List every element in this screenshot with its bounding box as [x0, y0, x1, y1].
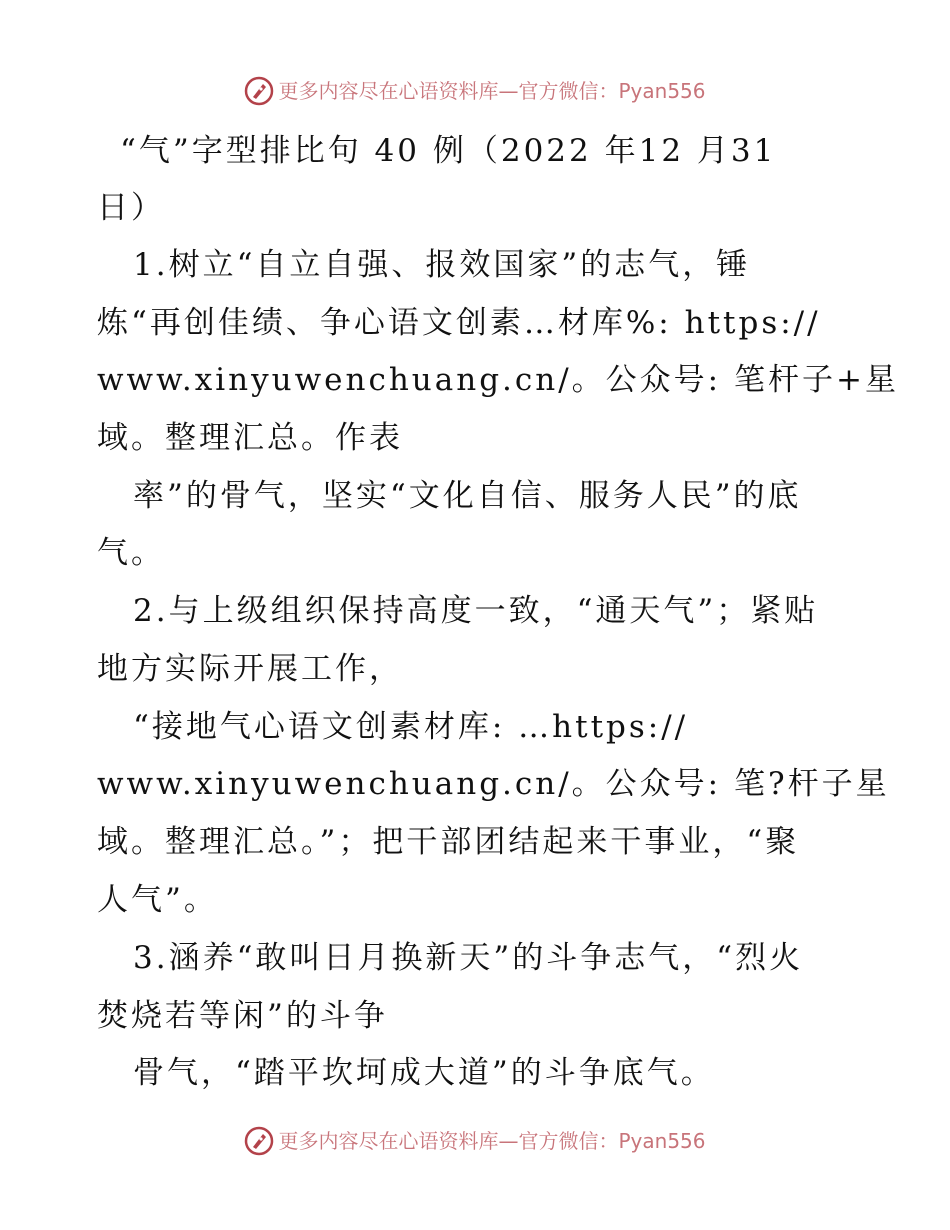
paragraph-1-line-5: 率”的骨气，坚实“文化自信、服务人民”的底 — [133, 478, 802, 514]
paragraph-1-line-3: www.xinyuwenchuang.cn/。公众号: 笔杆子+星 — [97, 362, 899, 398]
document-title-line-2: 日） — [97, 190, 165, 226]
header-watermark — [0, 76, 950, 106]
paragraph-2-line-6: 人气”。 — [97, 882, 218, 918]
watermark-text: 更多内容尽在心语资料库—官方微信： — [278, 79, 619, 103]
paragraph-1-line-6: 气。 — [97, 535, 165, 571]
document-title-line-1: “气”字型排比句 40 例（2022 年12 月31 — [120, 133, 777, 169]
paragraph-3-line-1: 3.涵养“敢叫日月换新天”的斗争志气，“烈火 — [133, 940, 804, 976]
paragraph-3-line-2: 焚烧若等闲”的斗争 — [97, 998, 388, 1034]
paragraph-1-line-4: 域。整理汇总。作表 — [97, 420, 403, 456]
footer-watermark — [0, 1126, 950, 1156]
paragraph-1-line-2: 炼“再创佳绩、争心语文创素…材库%: https:// — [97, 305, 821, 341]
paragraph-3-line-3: 骨气，“踏平坎坷成大道”的斗争底气。 — [133, 1055, 715, 1091]
paragraph-2-line-2: 地方实际开展工作， — [97, 651, 403, 687]
watermark-text: 更多内容尽在心语资料库—官方微信： — [278, 1129, 619, 1153]
pen-nib-logo-icon — [244, 76, 274, 106]
watermark-wechat-id: Pyan556 — [618, 1129, 706, 1153]
paragraph-2-line-3: “接地气心语文创素材库: …https:// — [133, 709, 689, 745]
paragraph-2-line-4: www.xinyuwenchuang.cn/。公众号: 笔?杆子星 — [97, 766, 890, 802]
watermark-wechat-id: Pyan556 — [618, 79, 706, 103]
pen-nib-logo-icon — [244, 1126, 274, 1156]
paragraph-2-line-5: 域。整理汇总。”；把干部团结起来干事业，“聚 — [97, 824, 800, 860]
paragraph-2-line-1: 2.与上级组织保持高度一致，“通天气”；紧贴 — [133, 593, 819, 629]
paragraph-1-line-1: 1.树立“自立自强、报效国家”的志气，锤 — [133, 247, 751, 283]
